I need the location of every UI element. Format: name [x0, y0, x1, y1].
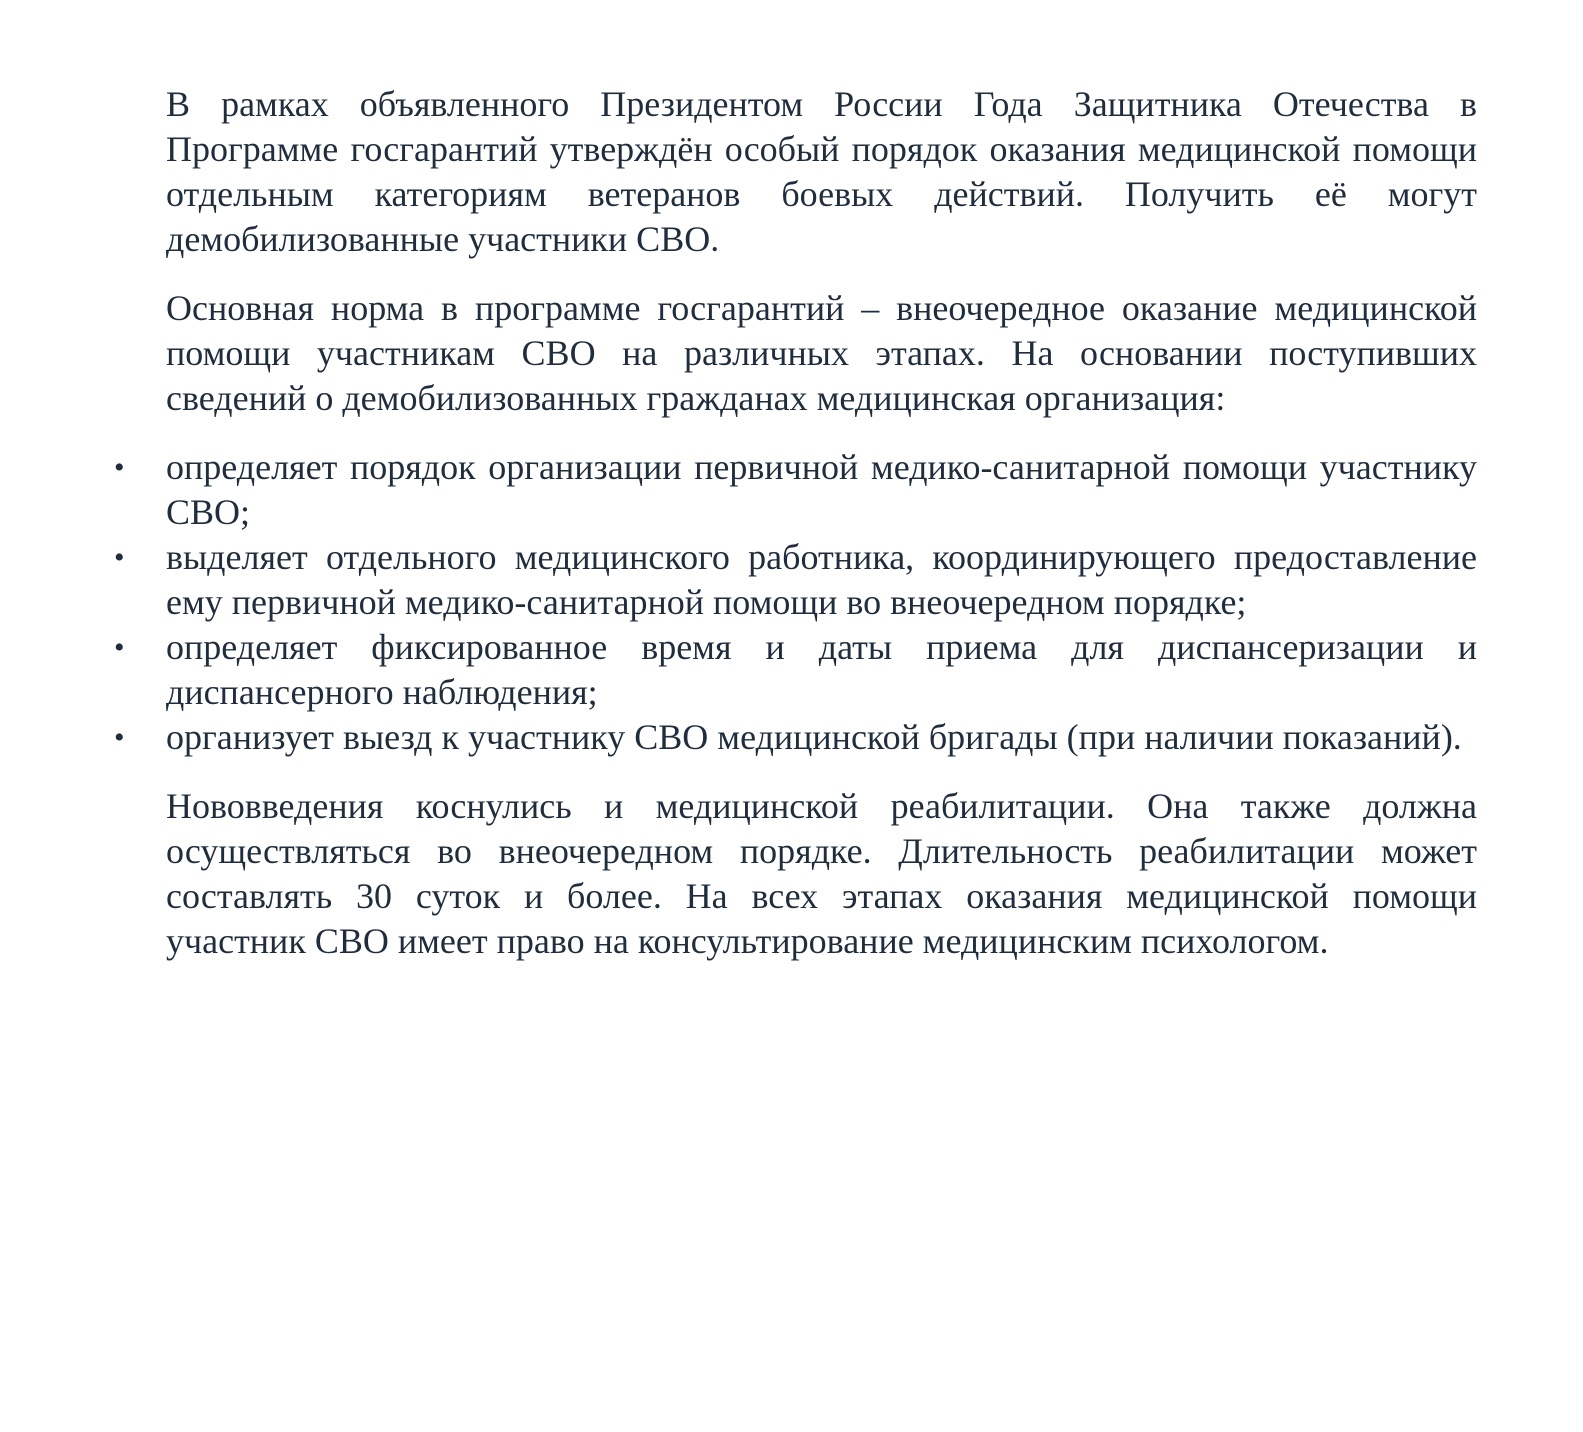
- list-item: [114, 715, 1477, 760]
- paragraph-intro: В рамках объявленного Президентом России Года Защитника Отечества в Программе госгарантий утверждён особый порядок оказания медицинской помощи отдельным категориям ветеранов боевых действий. Получить её могут демобилизованные участники СВО.: [166, 84, 1477, 259]
- bullet-icon: •: [114, 541, 125, 574]
- list-item-text: организует выезд к участнику СВО медицинской бригады (при наличии показаний).: [166, 717, 1462, 757]
- bullet-icon: •: [114, 721, 125, 754]
- list-item: [114, 535, 1477, 625]
- paragraph-rehabilitation: Нововведения коснулись и медицинской реабилитации. Она также должна осуществляться во внеочередном порядке. Длительность реабилитации может составлять 30 суток и более. На всех этапах оказания медицинской помощи участник СВО имеет право на консультирование медицинским психологом.: [166, 786, 1477, 961]
- paragraph-main-norm: Основная норма в программе госгарантий – внеочередное оказание медицинской помощи участникам СВО на различных этапах. На основании поступивших сведений о демобилизованных гражданах медицинская организация:: [166, 288, 1477, 418]
- list-item-text: выделяет отдельного медицинского работника, координирующего предоставление ему первичной медико-санитарной помощи во внеочередном порядке;: [166, 537, 1477, 622]
- list-item-text: определяет порядок организации первичной медико-санитарной помощи участнику СВО;: [166, 447, 1477, 532]
- list-item-text: определяет фиксированное время и даты приема для диспансеризации и диспансерного наблюдения;: [166, 627, 1477, 712]
- document-body: [114, 82, 1477, 964]
- list-item: [114, 445, 1477, 535]
- bullet-list: [114, 445, 1477, 760]
- list-item: [114, 625, 1477, 715]
- bullet-icon: •: [114, 631, 125, 664]
- bullet-icon: •: [114, 451, 125, 484]
